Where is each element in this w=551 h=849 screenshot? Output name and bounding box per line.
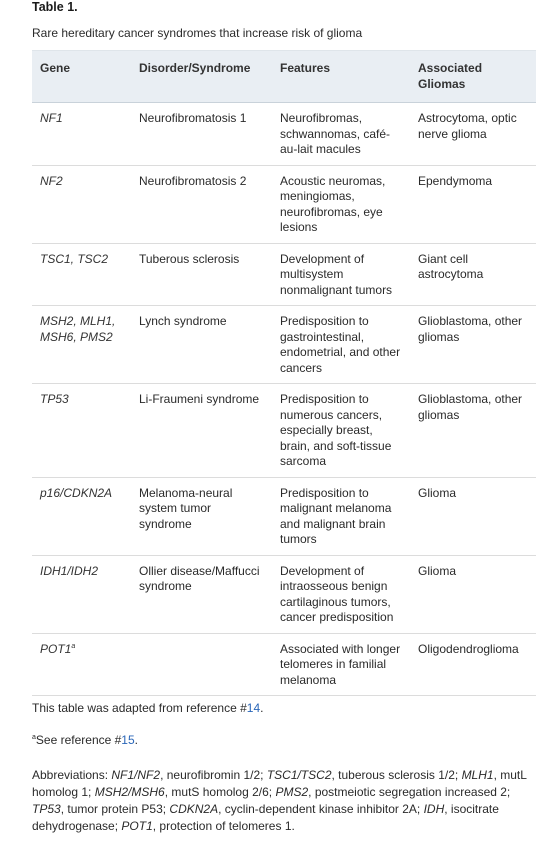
cell-disorder: Lynch syndrome (131, 306, 272, 384)
abbrev-def: , isocitrate dehydrogenase; (32, 802, 499, 833)
cell-disorder: Tuberous sclerosis (131, 243, 272, 306)
cell-disorder: Neurofibromatosis 2 (131, 165, 272, 243)
abbrev-term: IDH (423, 802, 445, 816)
cell-gene: TSC1, TSC2 (32, 243, 131, 306)
cell-gliomas: Glioblastoma, other gliomas (410, 306, 536, 384)
abbrev-term: TP53 (32, 802, 61, 816)
cell-features: Predisposition to malignant melanoma and malignant brain tumors (272, 477, 410, 555)
abbrev-def: , mutL homolog 1; (32, 768, 527, 799)
table-row (32, 555, 536, 633)
adapted-note-end: . (260, 701, 264, 715)
footnote-marker[interactable]: a (71, 642, 76, 650)
cell-gliomas: Glioblastoma, other gliomas (410, 384, 536, 478)
footnote-mark: a (32, 734, 36, 741)
cell-features: Predisposition to numerous cancers, especially breast, brain, and soft-tissue sarcoma (272, 384, 410, 478)
cell-disorder: Li-Fraumeni syndrome (131, 384, 272, 478)
cell-disorder: Melanoma-neural system tumor syndrome (131, 477, 272, 555)
table-row (32, 306, 536, 384)
cell-gene: p16/CDKN2A (32, 477, 131, 555)
cell-disorder: Neurofibromatosis 1 (131, 103, 272, 166)
cell-gliomas: Glioma (410, 477, 536, 555)
abbreviations-note (32, 767, 527, 835)
table-header-row (32, 51, 536, 103)
cell-gliomas: Astrocytoma, optic nerve glioma (410, 103, 536, 166)
cell-features: Predisposition to gastrointestinal, endometrial, and other cancers (272, 306, 410, 384)
abbrev-def: , postmeiotic segregation increased 2; (308, 785, 511, 799)
cell-features: Development of intraosseous benign cartilaginous tumors, cancer predisposition (272, 555, 410, 633)
cell-gliomas: Giant cell astrocytoma (410, 243, 536, 306)
glioma-syndromes-table (32, 50, 536, 696)
cell-disorder (131, 633, 272, 696)
table-row (32, 243, 536, 306)
abbrev-def: , mutS homolog 2/6; (164, 785, 276, 799)
cell-gliomas: Ependymoma (410, 165, 536, 243)
footnote-end: . (134, 733, 138, 747)
header-gliomas: Associated Gliomas (410, 51, 536, 103)
reference-link-14[interactable]: 14 (246, 701, 261, 715)
abbrev-term: PMS2 (275, 785, 309, 799)
cell-features: Associated with longer telomeres in familial melanoma (272, 633, 410, 696)
header-gene: Gene (32, 51, 131, 103)
gene-text: POT1 (40, 641, 72, 656)
table-row (32, 165, 536, 243)
header-features: Features (272, 51, 410, 103)
footnote-text: See reference # (35, 733, 122, 747)
table-row (32, 633, 536, 696)
cell-gliomas: Oligodendroglioma (410, 633, 536, 696)
abbrev-def: , tuberous sclerosis 1/2; (331, 768, 462, 782)
abbrev-term: MSH2/MSH6 (94, 785, 165, 799)
cell-disorder: Ollier disease/Maffucci syndrome (131, 555, 272, 633)
cell-gene: MSH2, MLH1, MSH6, PMS2 (32, 306, 131, 384)
abbrev-def: , neurofibromin 1/2; (160, 768, 267, 782)
abbrev-term: POT1 (121, 819, 153, 833)
table-row (32, 477, 536, 555)
footnote-a (32, 732, 138, 749)
cell-gliomas: Glioma (410, 555, 536, 633)
cell-gene: TP53 (32, 384, 131, 478)
abbrev-term: NF1/NF2 (111, 768, 161, 782)
abbrev-term: TSC1/TSC2 (266, 768, 332, 782)
table-row (32, 103, 536, 166)
abbrev-term: MLH1 (461, 768, 494, 782)
abbrev-def: , protection of telomeres 1. (152, 819, 295, 833)
cell-features: Acoustic neuromas, meningiomas, neurofibromas, eye lesions (272, 165, 410, 243)
reference-link-15[interactable]: 15 (121, 733, 135, 747)
table-container (32, 50, 536, 696)
cell-gene (32, 633, 131, 696)
cell-gene: NF2 (32, 165, 131, 243)
cell-gene: IDH1/IDH2 (32, 555, 131, 633)
table-title: Table 1. (32, 0, 78, 14)
abbrev-term: CDKN2A (169, 802, 219, 816)
table-caption: Rare hereditary cancer syndromes that increase risk of glioma (32, 26, 363, 40)
abbreviations-label: Abbreviations: (32, 768, 112, 782)
table-row (32, 384, 536, 478)
cell-features: Neurofibromas, schwannomas, café-au-lait macules (272, 103, 410, 166)
abbrev-def: , cyclin-dependent kinase inhibitor 2A; (218, 802, 424, 816)
adapted-note (32, 700, 263, 717)
cell-gene: NF1 (32, 103, 131, 166)
cell-features: Development of multisystem nonmalignant tumors (272, 243, 410, 306)
adapted-note-text: This table was adapted from reference # (32, 701, 247, 715)
header-disorder: Disorder/Syndrome (131, 51, 272, 103)
abbrev-def: , tumor protein P53; (60, 802, 170, 816)
